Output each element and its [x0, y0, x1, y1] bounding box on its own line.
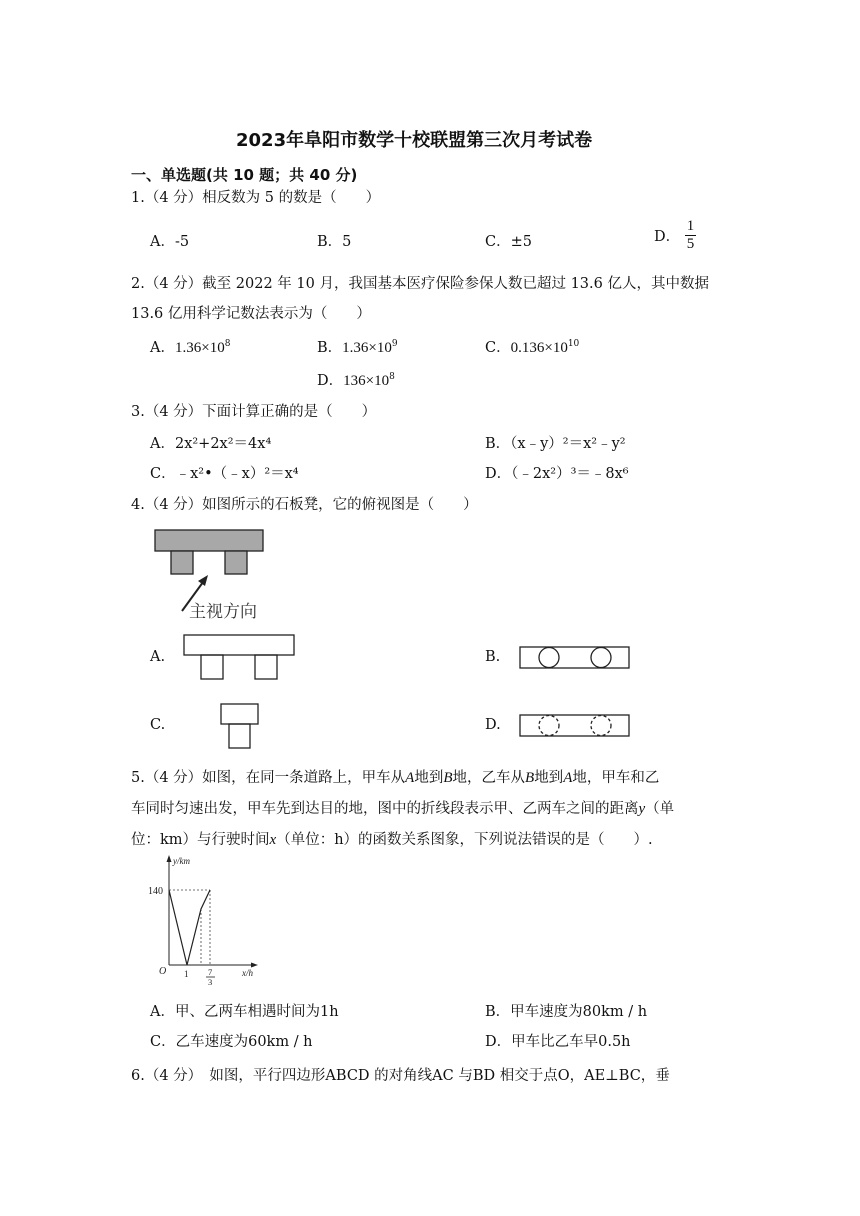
- q1-option-d-label: D．: [654, 229, 681, 245]
- q5-text: 地到: [414, 770, 444, 786]
- q5-text: （单: [645, 801, 675, 817]
- q1-option-c: C．±5: [485, 234, 532, 250]
- question-2-line-1: 2.（4 分）截至 2022 年 10 月，我国基本医疗保险参保人数已超过 13.6 亿人，其中数据: [131, 276, 709, 292]
- point-A: A: [563, 770, 573, 786]
- sci-exponent: 8: [224, 339, 231, 350]
- view-direction-label: 主视方向: [189, 602, 257, 622]
- q5-text: 车同时匀速出发，甲车先到达目的地，图中的折线段表示甲、乙两车之间的距离: [131, 801, 639, 817]
- q3-option-d: D．（﹣2x²）³＝﹣8x⁶: [485, 466, 629, 482]
- y-tick-label: 140: [148, 886, 163, 897]
- q5-text: 地，甲车和乙: [572, 770, 660, 786]
- q2-option-c: [485, 336, 579, 357]
- sci-exponent: 9: [391, 339, 398, 350]
- q4-option-d-label: D.: [485, 717, 501, 733]
- q5-text: 位：km）与行驶时间: [131, 832, 270, 848]
- sci-base: 1.36×10: [342, 340, 392, 356]
- var-y: y: [638, 801, 646, 817]
- distance-polyline: [169, 890, 210, 965]
- q5-text: 地，乙车从: [452, 770, 526, 786]
- distance-time-graph: [142, 853, 267, 988]
- q2-option-d: [317, 369, 395, 390]
- q4-option-d-figure: [519, 713, 631, 739]
- q1-option-a: A．-5: [150, 234, 190, 250]
- q4-option-a-figure: [183, 633, 297, 683]
- q5-option-b: B．甲车速度为80km / h: [485, 1004, 648, 1020]
- bench-top: [155, 530, 263, 551]
- q4-option-b-label: B.: [485, 649, 501, 665]
- question-2-line-2: 13.6 亿用科学记数法表示为（ ）: [131, 306, 371, 322]
- q5-text: （单位：h）的函数关系图象，下列说法错误的是（ ）.: [276, 832, 653, 848]
- q3-option-b: B．（x﹣y）²＝x²﹣y²: [485, 436, 626, 452]
- question-5-line-1: [131, 766, 659, 787]
- point-B: B: [443, 770, 453, 786]
- x-axis-label: x/h: [242, 968, 253, 978]
- x-tick-label-2-denominator: 3: [208, 977, 213, 987]
- q5-option-c: C．乙车速度为60km / h: [150, 1034, 313, 1050]
- arrowhead-icon: [198, 575, 208, 586]
- sci-base: 1.36×10: [174, 340, 225, 356]
- page-title: 2023年阜阳市数学十校联盟第三次月考试卷: [236, 130, 593, 151]
- var-x: x: [269, 832, 277, 848]
- q3-option-a: A．2x²+2x²＝4x⁴: [150, 436, 272, 452]
- fraction-numerator: 1: [686, 218, 695, 234]
- q4-option-c-figure: [219, 702, 261, 750]
- origin-label: O: [159, 966, 167, 977]
- option-label: C．: [485, 340, 511, 356]
- bench-leg-right: [225, 551, 247, 574]
- option-label: D．: [317, 373, 344, 389]
- q1-option-d-fraction: [685, 218, 697, 253]
- x-axis-arrow-icon: [251, 963, 258, 968]
- sci-exponent: 10: [567, 339, 580, 350]
- section-heading: 一、单选题(共 10 题；共 40 分): [131, 166, 358, 184]
- q5-text: 地到: [534, 770, 564, 786]
- x-tick-label-2-numerator: 7: [208, 967, 213, 977]
- y-axis-arrow-icon: [167, 855, 172, 862]
- question-6-line-1: 6.（4 分） 如图，平行四边形ABCD 的对角线AC 与BD 相交于点O，AE⊥BC，垂: [131, 1068, 670, 1084]
- q4-option-b-figure: [519, 645, 631, 671]
- q1-option-b: B．5: [317, 234, 352, 250]
- question-5-line-2: [131, 797, 674, 818]
- sci-exponent: 8: [389, 372, 395, 383]
- q4-option-a-label: A.: [150, 649, 166, 665]
- q5-option-d: D．甲车比乙车早0.5h: [485, 1034, 631, 1050]
- sci-base: 0.136×10: [510, 340, 568, 356]
- q4-option-c-label: C.: [150, 717, 166, 733]
- option-label: B．: [317, 340, 343, 356]
- point-B: B: [525, 770, 535, 786]
- x-tick-label-1: 1: [184, 969, 189, 979]
- bench-leg-left: [171, 551, 193, 574]
- q1-option-d: [654, 218, 696, 253]
- question-5-line-3: [131, 828, 653, 849]
- q5-text: 5.（4 分）如图，在同一条道路上，甲车从: [131, 770, 406, 786]
- question-4-stem: 4.（4 分）如图所示的石板凳，它的俯视图是（ ）: [131, 497, 478, 513]
- q2-option-a: [150, 336, 230, 357]
- q2-option-b: [317, 336, 398, 357]
- q3-option-c: C．﹣x²•（﹣x）²＝x⁴: [150, 466, 299, 482]
- fraction-denominator: 5: [686, 236, 695, 252]
- question-1-stem: 1.（4 分）相反数为 5 的数是（ ）: [131, 190, 381, 206]
- option-label: A．: [150, 340, 175, 356]
- y-axis-label: y/km: [173, 856, 190, 866]
- q5-option-a: A．甲、乙两车相遇时间为1h: [150, 1004, 339, 1020]
- question-3-stem: 3.（4 分）下面计算正确的是（ ）: [131, 404, 377, 420]
- point-A: A: [405, 770, 415, 786]
- sci-base: 136×10: [343, 373, 390, 389]
